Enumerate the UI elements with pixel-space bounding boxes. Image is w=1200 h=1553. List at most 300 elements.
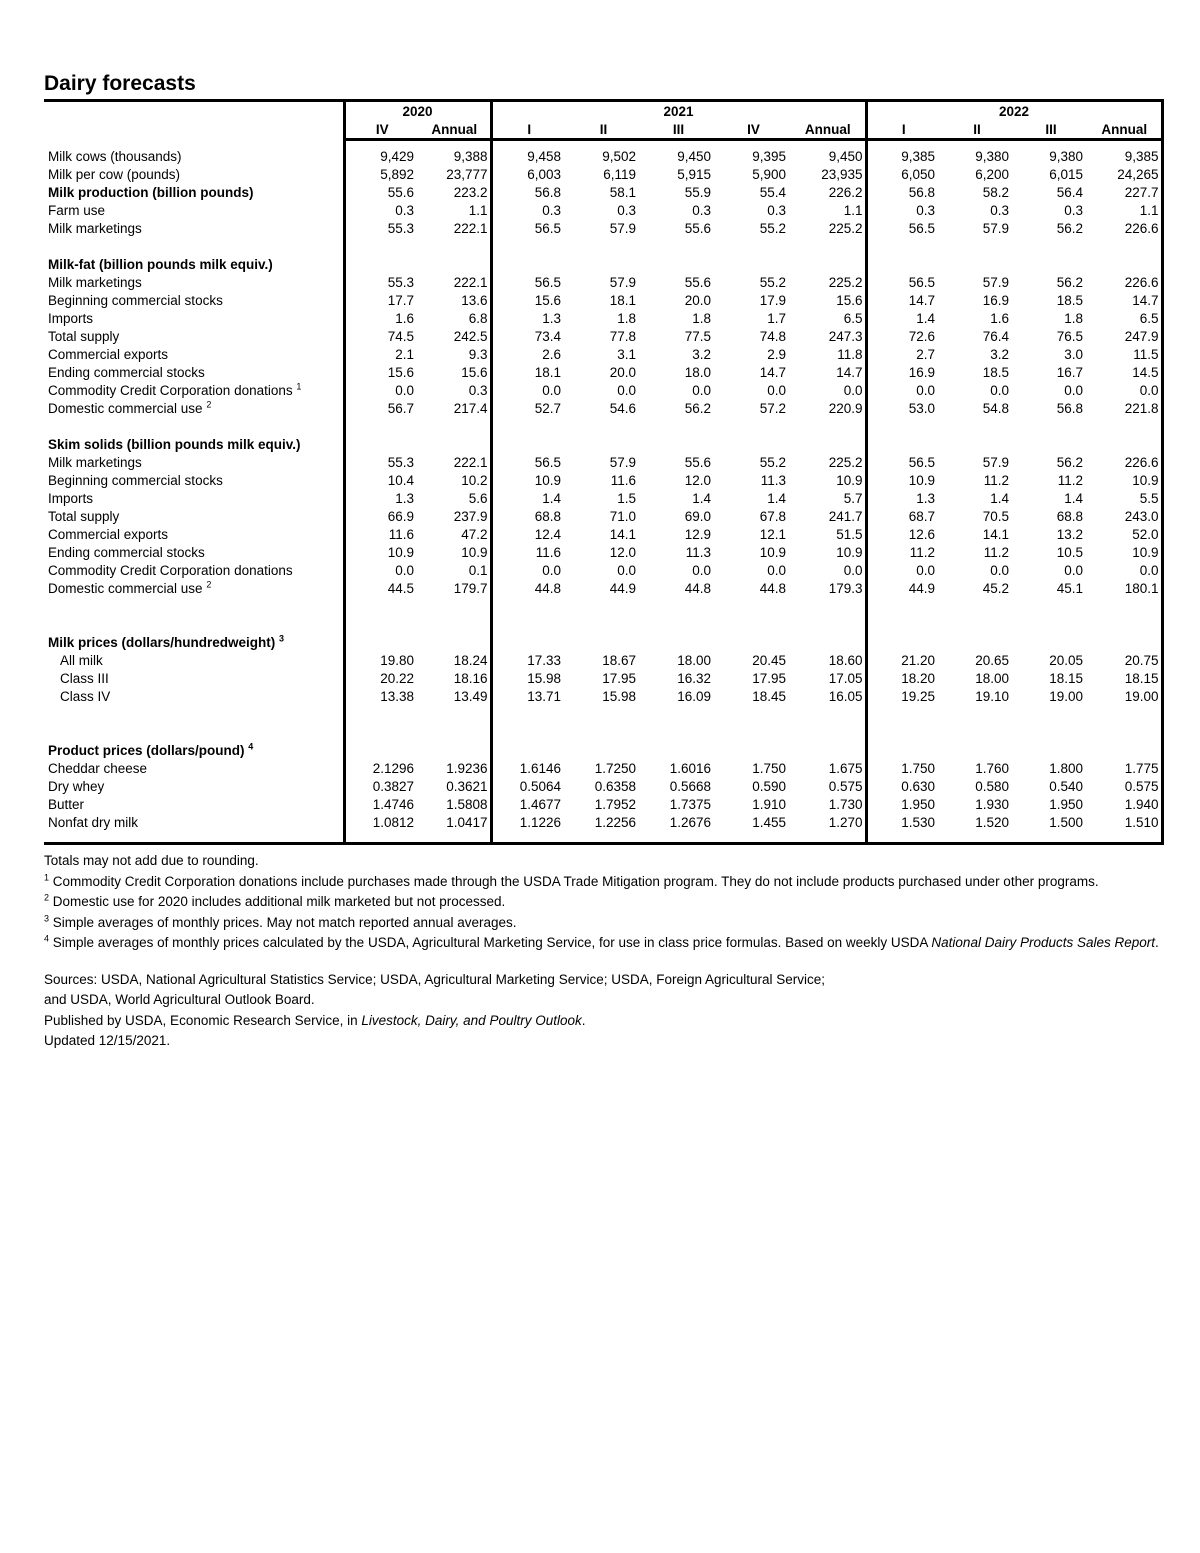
data-row: [44, 562, 1162, 580]
footnote-marker: 1: [44, 872, 50, 882]
value-cell: 10.9: [908, 473, 936, 488]
value-cell: 1.1226: [519, 815, 562, 830]
value-cell: 16.09: [677, 689, 712, 704]
quarter-header: Annual: [1088, 121, 1162, 140]
value-cell: 3.1: [617, 347, 637, 362]
value-cell: 1.750: [752, 761, 787, 776]
value-cell: 19.25: [901, 689, 936, 704]
value-cell: 9,450: [677, 149, 712, 164]
data-row: [44, 472, 1162, 490]
data-row: [44, 184, 1162, 202]
value-cell: [491, 616, 566, 634]
footnote-marker: 2: [44, 892, 50, 903]
value-cell: 10.9: [419, 544, 491, 562]
value-cell: 1.6016: [669, 761, 712, 776]
value-cell: [491, 634, 566, 652]
value-cell: 44.9: [609, 581, 637, 596]
value-cell: 1.6: [990, 311, 1010, 326]
value-cell: 11.6: [610, 473, 637, 488]
value-cell: [419, 140, 491, 149]
value-cell: [791, 436, 866, 454]
value-cell: 241.7: [791, 508, 866, 526]
quarter-header: IV: [344, 121, 419, 140]
value-cell: 0.0: [542, 563, 562, 578]
value-cell: [716, 238, 791, 256]
value-cell: 10.9: [791, 544, 866, 562]
value-cell: [1088, 634, 1162, 652]
value-cell: 16.05: [791, 688, 866, 706]
value-cell: [1014, 140, 1088, 149]
value-cell: [940, 598, 1014, 616]
value-cell: 55.4: [759, 185, 787, 200]
value-cell: 0.0: [990, 563, 1010, 578]
value-cell: 18.1: [534, 365, 562, 380]
value-cell: [716, 832, 791, 844]
value-cell: 15.98: [602, 689, 637, 704]
value-cell: 10.9: [387, 545, 414, 560]
row-label: Domestic commercial use $^2$: [44, 400, 344, 418]
value-cell: [1088, 238, 1162, 256]
value-cell: [791, 256, 866, 274]
value-cell: 12.4: [534, 527, 562, 542]
data-row: [44, 688, 1162, 706]
value-cell: [1088, 598, 1162, 616]
value-cell: 10.5: [1056, 545, 1084, 560]
value-cell: [866, 616, 940, 634]
value-cell: [344, 140, 419, 149]
quarter-header-row: [44, 121, 1162, 140]
value-cell: 15.6: [419, 364, 491, 382]
value-cell: [940, 724, 1014, 742]
value-cell: [791, 832, 866, 844]
value-cell: 55.9: [684, 185, 712, 200]
value-cell: 70.5: [982, 509, 1010, 524]
value-cell: 5,915: [677, 167, 712, 182]
footnote-text-after: .: [1155, 935, 1159, 950]
value-cell: 18.5: [1056, 293, 1084, 308]
row-label: Milk prices (dollars/hundredweight) $^3$: [44, 634, 344, 652]
row-label: Dry whey: [44, 778, 344, 796]
value-cell: [1014, 616, 1088, 634]
value-cell: 77.8: [609, 329, 637, 344]
value-cell: 56.5: [908, 275, 936, 290]
value-cell: 72.6: [908, 329, 936, 344]
value-cell: 9,450: [791, 148, 866, 166]
row-label: Commodity Credit Corporation donations $^1$: [44, 382, 344, 400]
row-label: [44, 598, 344, 616]
value-cell: 226.6: [1088, 454, 1162, 472]
value-cell: [419, 598, 491, 616]
value-cell: [419, 418, 491, 436]
value-cell: 76.5: [1056, 329, 1084, 344]
data-row: [44, 796, 1162, 814]
value-cell: 5,900: [752, 167, 787, 182]
value-cell: 9,458: [527, 149, 562, 164]
footnote-marker: 3: [44, 913, 50, 923]
year-header: 2021: [491, 101, 866, 122]
value-cell: 21.20: [901, 653, 936, 668]
value-cell: 45.1: [1056, 581, 1084, 596]
footnotes-block: [44, 851, 1162, 1052]
value-cell: [491, 256, 566, 274]
value-cell: 0.5668: [669, 779, 712, 794]
value-cell: [419, 238, 491, 256]
value-cell: 0.3621: [419, 778, 491, 796]
value-cell: 6,200: [975, 167, 1010, 182]
row-label: Milk cows (thousands): [44, 148, 344, 166]
footnote-marker: 2: [206, 579, 212, 590]
value-cell: 6.5: [791, 310, 866, 328]
value-cell: 18.24: [419, 652, 491, 670]
value-cell: 71.0: [609, 509, 637, 524]
row-label: All milk: [44, 652, 344, 670]
value-cell: [866, 140, 940, 149]
value-cell: [940, 238, 1014, 256]
value-cell: 1.9236: [419, 760, 491, 778]
value-cell: [344, 634, 419, 652]
value-cell: [866, 706, 940, 724]
value-cell: [716, 742, 791, 760]
value-cell: 13.2: [1056, 527, 1084, 542]
value-cell: [491, 238, 566, 256]
value-cell: 10.2: [419, 472, 491, 490]
value-cell: 1.510: [1088, 814, 1162, 832]
value-cell: [566, 418, 641, 436]
value-cell: 11.3: [760, 473, 787, 488]
value-cell: 20.65: [975, 653, 1010, 668]
row-label: Imports: [44, 490, 344, 508]
row-label: Farm use: [44, 202, 344, 220]
value-cell: [940, 140, 1014, 149]
value-cell: [791, 598, 866, 616]
section-header-row: [44, 256, 1162, 274]
row-label: Milk production (billion pounds): [44, 184, 344, 202]
data-row: [44, 508, 1162, 526]
value-cell: 0.0: [542, 383, 562, 398]
value-cell: [940, 616, 1014, 634]
value-cell: 0.3: [617, 203, 637, 218]
value-cell: [419, 256, 491, 274]
value-cell: [566, 616, 641, 634]
value-cell: 5.6: [419, 490, 491, 508]
value-cell: [866, 598, 940, 616]
value-cell: [866, 832, 940, 844]
value-cell: 225.2: [791, 274, 866, 292]
quarter-header: II: [940, 121, 1014, 140]
data-row: [44, 274, 1162, 292]
footnote-2: [44, 892, 1162, 913]
value-cell: 11.2: [983, 545, 1010, 560]
value-cell: [1088, 436, 1162, 454]
value-cell: 17.9: [759, 293, 787, 308]
row-label: [44, 238, 344, 256]
value-cell: 1.4: [542, 491, 562, 506]
corner-cell: [44, 121, 344, 140]
gap-row: [44, 598, 1162, 616]
data-row: [44, 382, 1162, 400]
value-cell: 11.6: [388, 527, 414, 542]
value-cell: [566, 706, 641, 724]
value-cell: 1.6: [395, 311, 414, 326]
value-cell: [491, 724, 566, 742]
value-cell: [866, 418, 940, 436]
value-cell: 44.8: [759, 581, 787, 596]
value-cell: 16.9: [982, 293, 1010, 308]
value-cell: 19.80: [380, 653, 414, 668]
row-label: Cheddar cheese: [44, 760, 344, 778]
value-cell: [1014, 742, 1088, 760]
quarter-header: IV: [716, 121, 791, 140]
value-cell: 6,015: [1049, 167, 1084, 182]
value-cell: 6,050: [901, 167, 936, 182]
value-cell: 1.4: [767, 491, 787, 506]
value-cell: 5,892: [380, 167, 414, 182]
value-cell: 1.270: [791, 814, 866, 832]
value-cell: 247.3: [791, 328, 866, 346]
value-cell: 58.2: [982, 185, 1010, 200]
value-cell: 56.4: [1056, 185, 1084, 200]
value-cell: 0.575: [1088, 778, 1162, 796]
value-cell: 18.16: [419, 670, 491, 688]
value-cell: [1088, 418, 1162, 436]
value-cell: 180.1: [1088, 580, 1162, 598]
value-cell: 55.6: [684, 455, 712, 470]
value-cell: 1.7952: [594, 797, 637, 812]
value-cell: 20.45: [752, 653, 787, 668]
value-cell: 14.7: [908, 293, 936, 308]
value-cell: 56.5: [534, 275, 562, 290]
data-row: [44, 166, 1162, 184]
gap-row: [44, 616, 1162, 634]
data-row: [44, 454, 1162, 472]
value-cell: 247.9: [1088, 328, 1162, 346]
value-cell: [344, 598, 419, 616]
value-cell: 0.3: [395, 203, 414, 218]
value-cell: 14.1: [609, 527, 637, 542]
value-cell: [1088, 140, 1162, 149]
value-cell: [344, 418, 419, 436]
value-cell: 1.7: [767, 311, 787, 326]
value-cell: 44.8: [534, 581, 562, 596]
value-cell: 56.2: [1056, 275, 1084, 290]
data-row: [44, 292, 1162, 310]
value-cell: [641, 706, 716, 724]
value-cell: 20.05: [1049, 653, 1084, 668]
value-cell: 1.1: [1088, 202, 1162, 220]
row-label: Total supply: [44, 508, 344, 526]
value-cell: 1.8: [1064, 311, 1084, 326]
value-cell: 17.05: [791, 670, 866, 688]
value-cell: 12.1: [759, 527, 787, 542]
value-cell: 0.0: [395, 383, 414, 398]
value-cell: [419, 436, 491, 454]
value-cell: 1.455: [752, 815, 787, 830]
row-label: [44, 418, 344, 436]
value-cell: 0.6358: [594, 779, 637, 794]
value-cell: 18.15: [1088, 670, 1162, 688]
value-cell: 9,388: [419, 148, 491, 166]
value-cell: 0.1: [419, 562, 491, 580]
value-cell: 0.3: [419, 382, 491, 400]
gap-row: [44, 238, 1162, 256]
value-cell: 225.2: [791, 220, 866, 238]
value-cell: [940, 256, 1014, 274]
value-cell: [791, 238, 866, 256]
value-cell: 13.38: [380, 689, 414, 704]
value-cell: [716, 436, 791, 454]
value-cell: 15.6: [791, 292, 866, 310]
row-label: [44, 140, 344, 149]
value-cell: 58.1: [609, 185, 637, 200]
value-cell: 11.2: [1057, 473, 1084, 488]
page: [44, 0, 1162, 1052]
value-cell: 5.5: [1088, 490, 1162, 508]
row-label: Class III: [44, 670, 344, 688]
data-row: [44, 490, 1162, 508]
value-cell: 10.9: [534, 473, 562, 488]
value-cell: [1014, 598, 1088, 616]
value-cell: 0.0: [767, 383, 787, 398]
data-row: [44, 526, 1162, 544]
value-cell: [641, 140, 716, 149]
value-cell: [1014, 238, 1088, 256]
value-cell: 11.8: [791, 346, 866, 364]
value-cell: 0.5064: [519, 779, 562, 794]
footnote-3: [44, 913, 1162, 934]
value-cell: 1.8: [617, 311, 637, 326]
value-cell: [641, 598, 716, 616]
value-cell: 12.6: [908, 527, 936, 542]
value-cell: 17.33: [527, 653, 562, 668]
value-cell: 0.0: [791, 382, 866, 400]
value-cell: [716, 140, 791, 149]
value-cell: 13.6: [419, 292, 491, 310]
value-cell: 10.9: [791, 472, 866, 490]
value-cell: 1.520: [975, 815, 1010, 830]
value-cell: 226.2: [791, 184, 866, 202]
row-label: Ending commercial stocks: [44, 544, 344, 562]
value-cell: [940, 832, 1014, 844]
value-cell: 57.9: [609, 221, 637, 236]
value-cell: 68.8: [1056, 509, 1084, 524]
value-cell: 1.4: [916, 311, 936, 326]
value-cell: 0.590: [752, 779, 787, 794]
value-cell: 0.575: [791, 778, 866, 796]
value-cell: [491, 418, 566, 436]
value-cell: 0.3827: [372, 779, 414, 794]
value-cell: 0.0: [1064, 563, 1084, 578]
value-cell: 10.4: [387, 473, 414, 488]
value-cell: 56.2: [1056, 221, 1084, 236]
value-cell: [791, 634, 866, 652]
value-cell: 0.0: [916, 383, 936, 398]
row-label: [44, 706, 344, 724]
value-cell: [791, 418, 866, 436]
value-cell: 243.0: [1088, 508, 1162, 526]
value-cell: 17.7: [387, 293, 414, 308]
value-cell: [419, 742, 491, 760]
value-cell: 14.7: [791, 364, 866, 382]
value-cell: [716, 616, 791, 634]
value-cell: 23,935: [791, 166, 866, 184]
footnote-marker: 1: [296, 381, 302, 392]
data-row: [44, 220, 1162, 238]
value-cell: 226.6: [1088, 274, 1162, 292]
value-cell: 57.9: [609, 455, 637, 470]
value-cell: 13.49: [419, 688, 491, 706]
gap-row: [44, 418, 1162, 436]
value-cell: 1.6146: [519, 761, 562, 776]
value-cell: 1.675: [791, 760, 866, 778]
value-cell: [419, 616, 491, 634]
value-cell: 1.1: [791, 202, 866, 220]
value-cell: 15.98: [527, 671, 562, 686]
value-cell: 1.4: [990, 491, 1010, 506]
row-label: Class IV: [44, 688, 344, 706]
value-cell: 0.0: [617, 383, 637, 398]
value-cell: 74.5: [387, 329, 414, 344]
data-row: [44, 202, 1162, 220]
value-cell: [491, 832, 566, 844]
value-cell: 20.0: [684, 293, 712, 308]
value-cell: 66.9: [387, 509, 414, 524]
footnote-rounding: [44, 851, 1162, 872]
value-cell: 44.8: [684, 581, 712, 596]
value-cell: 52.7: [534, 401, 562, 416]
value-cell: 20.75: [1088, 652, 1162, 670]
value-cell: [566, 256, 641, 274]
value-cell: 55.6: [684, 221, 712, 236]
value-cell: 11.2: [983, 473, 1010, 488]
quarter-header: Annual: [791, 121, 866, 140]
row-label: Commodity Credit Corporation donations: [44, 562, 344, 580]
value-cell: 1.4: [1064, 491, 1084, 506]
value-cell: [1088, 742, 1162, 760]
value-cell: 9,385: [1088, 148, 1162, 166]
value-cell: 1.7250: [594, 761, 637, 776]
data-row: [44, 310, 1162, 328]
value-cell: [940, 742, 1014, 760]
value-cell: 9,502: [602, 149, 637, 164]
year-header-row: [44, 101, 1162, 122]
value-cell: [716, 256, 791, 274]
value-cell: [1014, 418, 1088, 436]
footnote-text: Simple averages of monthly prices. May not match reported annual averages.: [52, 914, 517, 930]
value-cell: 1.500: [1049, 815, 1084, 830]
value-cell: 57.9: [609, 275, 637, 290]
value-cell: 9,385: [901, 149, 936, 164]
value-cell: 51.5: [791, 526, 866, 544]
published-line: [44, 1011, 1162, 1032]
value-cell: [419, 634, 491, 652]
value-cell: [344, 256, 419, 274]
value-cell: [866, 742, 940, 760]
value-cell: 69.0: [684, 509, 712, 524]
footnote-marker: 4: [248, 741, 254, 752]
value-cell: 0.630: [901, 779, 936, 794]
value-cell: [940, 436, 1014, 454]
value-cell: [716, 598, 791, 616]
value-cell: [1088, 724, 1162, 742]
value-cell: 1.530: [901, 815, 936, 830]
quarter-header: III: [641, 121, 716, 140]
value-cell: 1.800: [1049, 761, 1084, 776]
value-cell: 56.7: [387, 401, 414, 416]
value-cell: [866, 256, 940, 274]
value-cell: [491, 598, 566, 616]
row-label: Total supply: [44, 328, 344, 346]
value-cell: 1.760: [975, 761, 1010, 776]
